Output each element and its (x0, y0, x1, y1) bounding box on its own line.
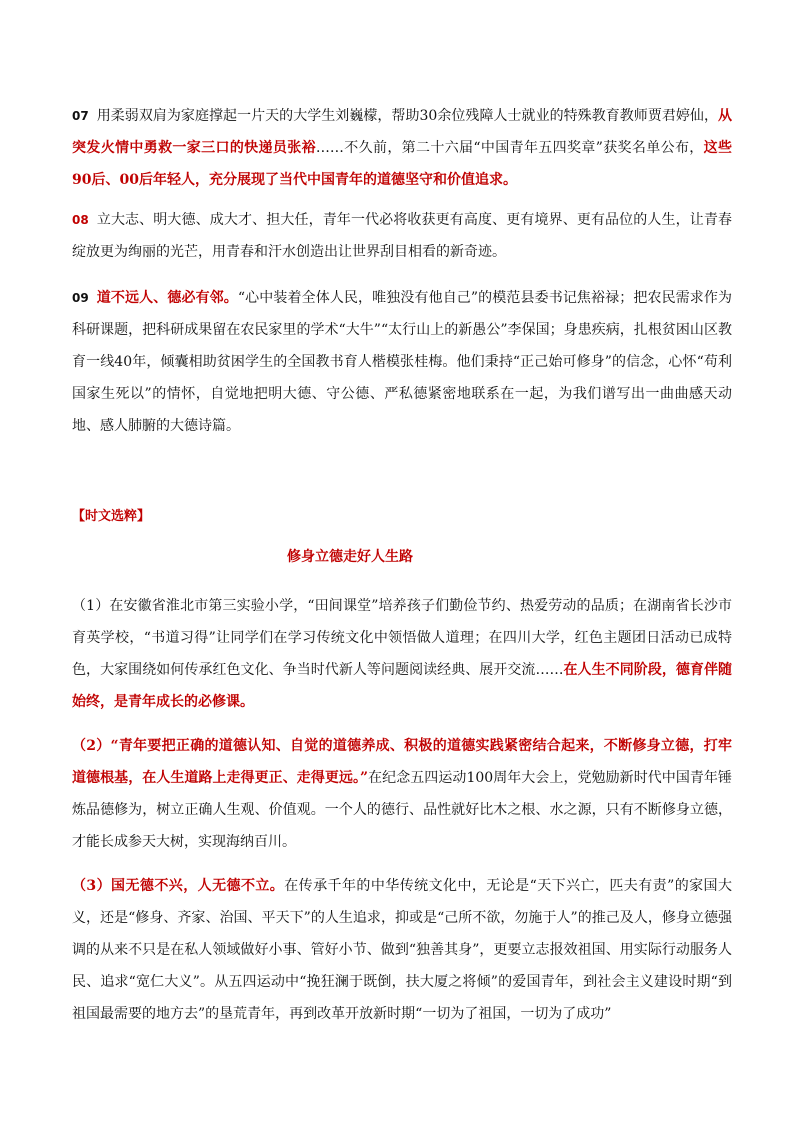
paragraph-highlight: 在人生不同阶段，德育伴随始终，是青年成长的必修课。 (72, 662, 733, 710)
paragraph-number: （2） (72, 738, 111, 754)
paragraph-highlight: “青年要把正确的道德认知、自觉的道德养成、积极的道德实践紧密结合起来，不断修身立德，打牢道德根基，在人生道路上走得更正、走得更远。” (72, 738, 732, 786)
item-text: “心中装着全体人民，唯独没有他自己”的模范县委书记焦裕禄；把农民需求作为科研课题，把科研成果留在农民家里的学术“大牛”“太行山上的新愚公”李保国；身患疾病，扎根贫困山区教育一线40年，倾囊相助贫困学生的全国教书育人楷模张桂梅。他们秉持“正己始可修身”的信念，心怀“苟利国家生死以”的情怀，自觉地把明大德、守公德、严私德紧密地联系在一起，为我们谱写出一曲曲感天动地、感人肺腑的大德诗篇。 (72, 290, 733, 434)
item-highlight: 从突发火情中勇救一家三口的快递员张裕 (72, 108, 732, 156)
paragraph-text: 在传承千年的中华传统文化中，无论是“天下兴亡，匹夫有责”的家国大义，还是“修身、齐家、治国、平天下”的人生追求，抑或是“己所不欲，勿施于人”的推己及人，修身立德强调的从来不只是在私人领域做好小事、管好小节、做到“独善其身”，更要立志报效祖国、用实际行动服务人民、追求“宽仁大义”。从五四运动中“挽狂澜于既倒，扶大厦之将倾”的爱国青年，到社会主义建设时期“到祖国最需要的地方去”的垦荒青年，再到改革开放新时期“一切为了祖国，一切为了成功” (72, 878, 732, 1022)
item-number: 08 (72, 213, 89, 227)
paragraph-1 (72, 590, 732, 718)
paragraph-highlight: 国无德不兴，人无德不立。 (111, 878, 285, 894)
item-09 (72, 282, 732, 442)
paragraph-text: 在安徽省淮北市第三实验小学，“田间课堂”培养孩子们勤俭节约、热爱劳动的品质；在湖南省长沙市育英学校，“书道习得”让同学们在学习传统文化中领悟做人道理；在四川大学，红色主题团日活动已成特色，大家围绕如何传承红色文化、争当时代新人等问题阅读经典、展开交流…… (72, 598, 732, 678)
item-number: 07 (72, 109, 89, 123)
paragraph-text: 在纪念五四运动100周年大会上，党勉励新时代中国青年锤炼品德修为，树立正确人生观、价值观。一个人的德行、品性就好比木之根、水之源，只有不断修身立德，才能长成参天大树，实现海纳百川。 (72, 770, 732, 850)
item-highlight: 道不远人、德必有邻。 (96, 290, 238, 306)
item-text: 立大志、明大德、成大才、担大任，青年一代必将收获更有高度、更有境界、更有品位的人生，让青春绽放更为绚丽的光芒，用青春和汗水创造出让世界刮目相看的新奇迹。 (72, 212, 732, 260)
article-title: 修身立德走好人生路 (287, 549, 413, 565)
item-text: ……不久前，第二十六届“中国青年五四奖章”获奖名单公布， (315, 140, 704, 156)
item-text: 用柔弱双肩为家庭撑起一片天的大学生刘巍檬，帮助30余位残障人士就业的特殊教育教师贾君婷仙， (96, 108, 718, 124)
item-highlight: 这些90后、00后年轻人，充分展现了当代中国青年的道德坚守和价值追求。 (72, 140, 732, 188)
item-08 (72, 204, 732, 268)
section-label: 【时文选粹】 (72, 509, 151, 524)
item-07 (72, 100, 732, 196)
item-number: 09 (72, 291, 89, 305)
paragraph-number: （1） (72, 598, 110, 614)
paragraph-2 (72, 730, 732, 858)
paragraph-number: （3） (72, 878, 112, 894)
paragraph-3 (72, 870, 732, 1030)
